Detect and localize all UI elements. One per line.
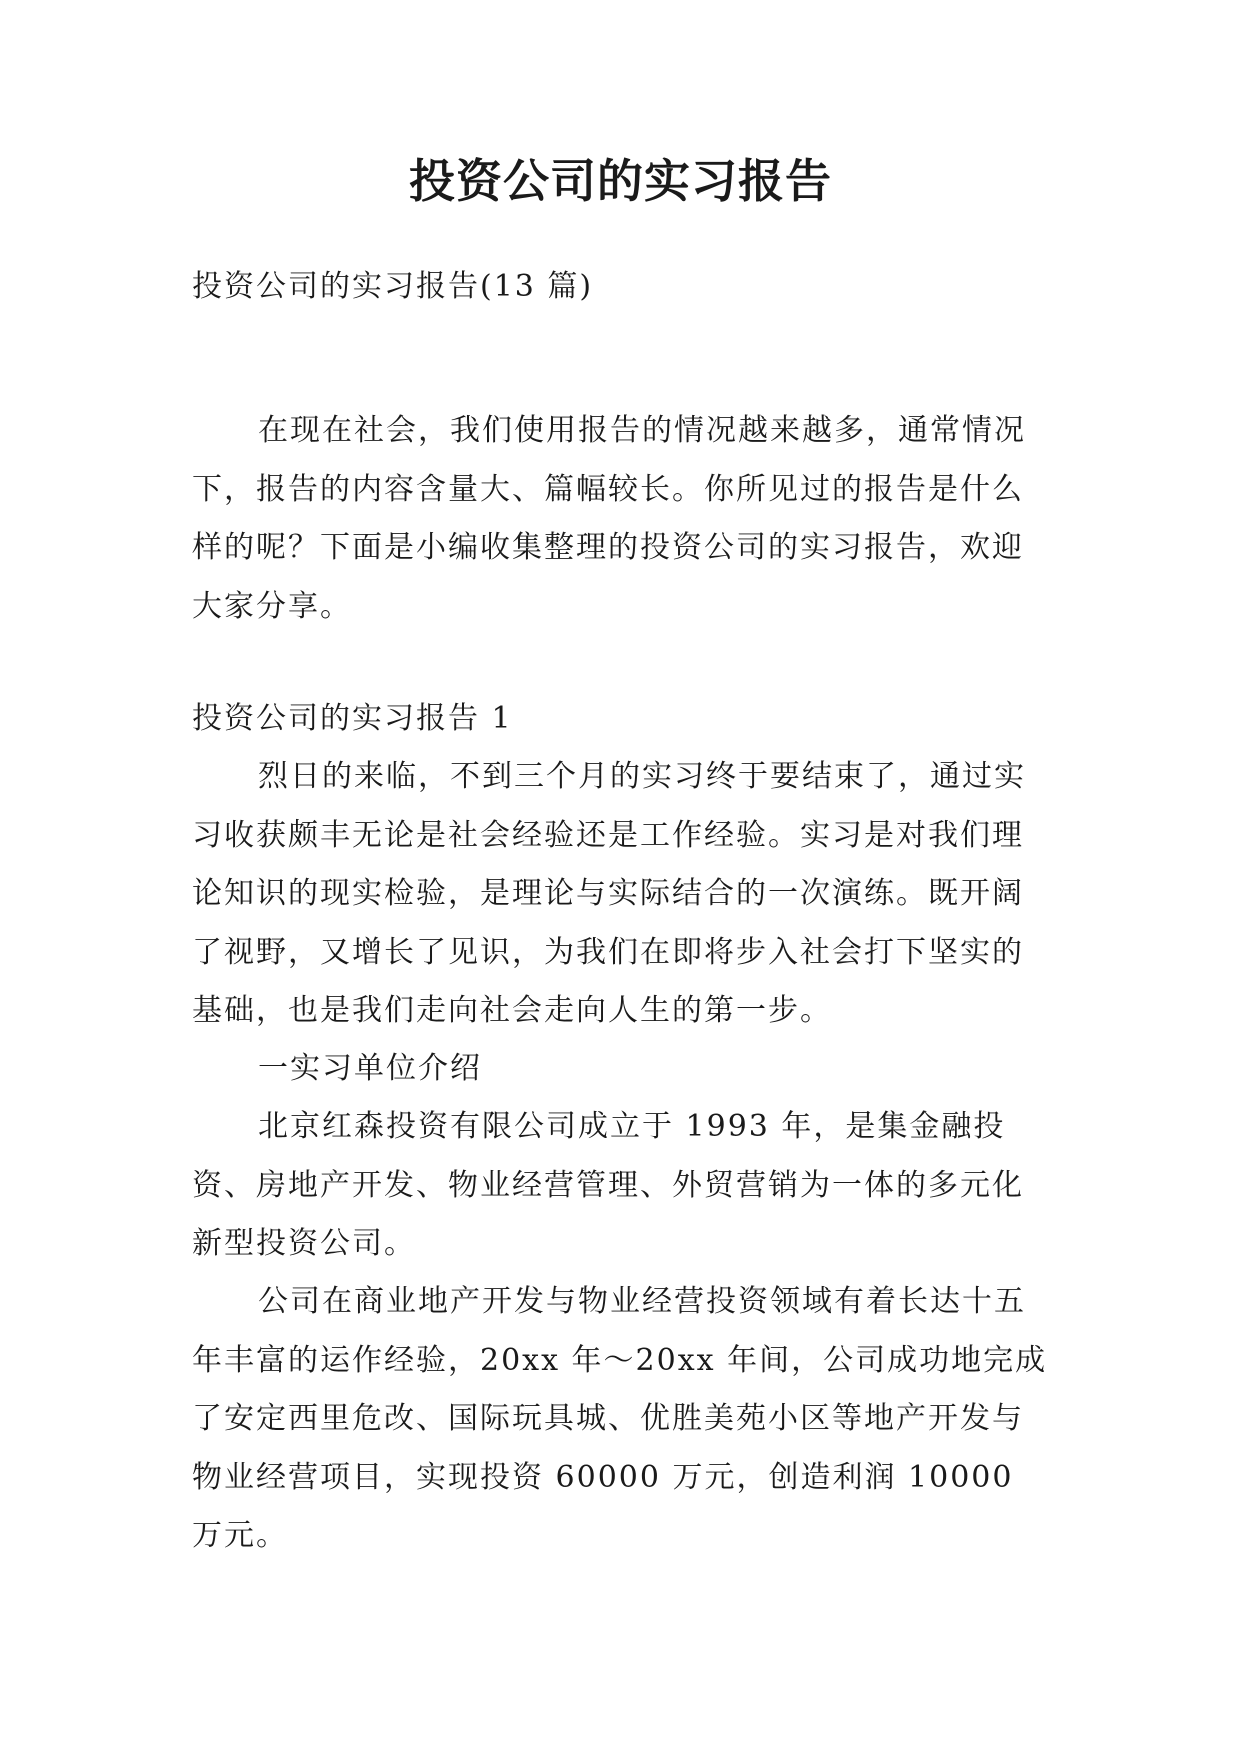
document-subtitle: 投资公司的实习报告(13 篇) — [192, 269, 594, 304]
item-heading: 一实习单位介绍 — [258, 1051, 482, 1086]
document-title: 投资公司的实习报告 — [409, 154, 832, 208]
intro-paragraph: 在现在社会，我们使用报告的情况越来越多，通常情况下，报告的内容含量大、篇幅较长。你所见过的报告是什么样的呢？下面是小编收集整理的投资公司的实习报告，欢迎大家分享。 — [192, 413, 1026, 624]
section-heading: 投资公司的实习报告 1 — [192, 701, 513, 736]
body-paragraph-1: 烈日的来临，不到三个月的实习终于要结束了，通过实习收获颇丰无论是社会经验还是工作经验。实习是对我们理论知识的现实检验，是理论与实际结合的一次演练。既开阔了视野，又增长了见识，为我们在即将步入社会打下坚实的基础，也是我们走向社会走向人生的第一步。 — [192, 759, 1026, 1028]
body-paragraph-2: 北京红森投资有限公司成立于 1993 年，是集金融投资、房地产开发、物业经营管理、外贸营销为一体的多元化新型投资公司。 — [192, 1109, 1024, 1261]
body-paragraph-3: 公司在商业地产开发与物业经营投资领域有着长达十五年丰富的运作经验，20xx 年～20xx 年间，公司成功地完成了安定西里危改、国际玩具城、优胜美苑小区等地产开发与物业经营项目，实现投资 60000 万元，创造利润 10000 万元。 — [192, 1284, 1048, 1553]
